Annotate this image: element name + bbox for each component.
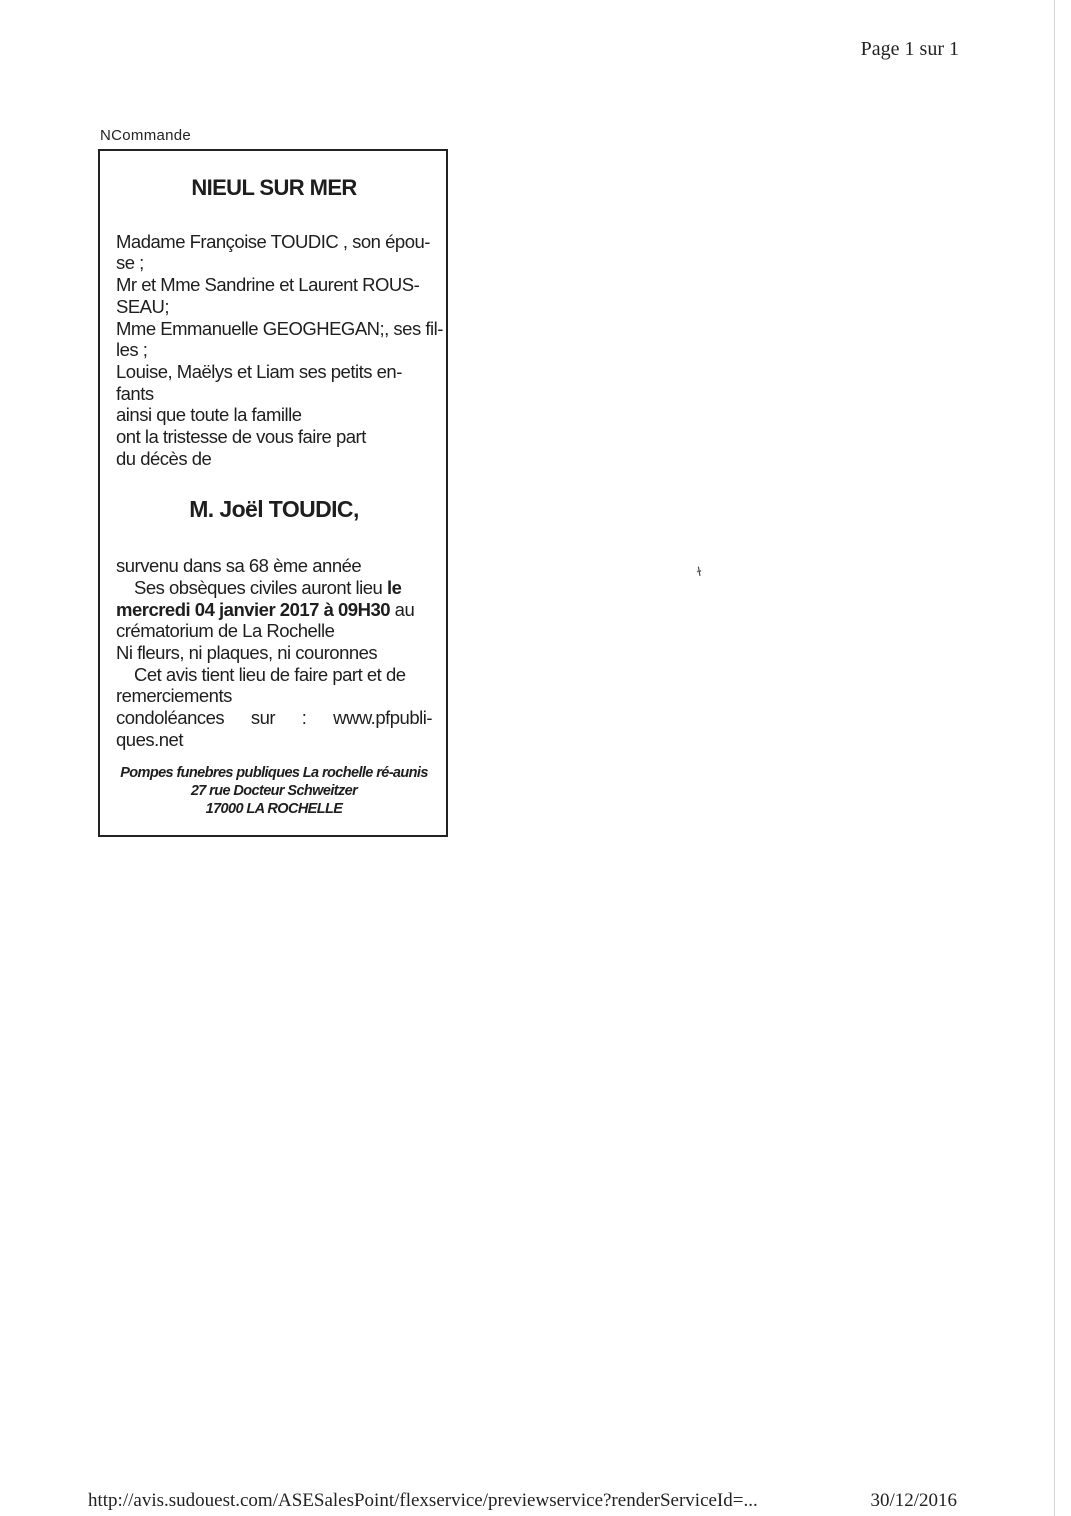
family-line: ainsi que toute la famille bbox=[116, 404, 302, 426]
family-line: ont la tristesse de vous faire part bbox=[116, 426, 366, 448]
source-url: http://avis.sudouest.com/ASESalesPoint/flexservice/previewservice?renderServiceId=... bbox=[88, 1490, 758, 1511]
condolences-url-end: ques.net bbox=[116, 728, 183, 750]
family-line: Mme Emmanuelle GEOGHEGAN;, ses fil- bbox=[116, 317, 443, 339]
town-heading: NIEUL SUR MER bbox=[191, 175, 357, 200]
scan-edge-line bbox=[1054, 0, 1055, 1516]
funeral-place: crématorium de La Rochelle bbox=[116, 620, 335, 642]
funeral-au: au bbox=[390, 598, 415, 620]
family-line: SEAU; bbox=[116, 295, 170, 317]
age-line: survenu dans sa 68 ème année bbox=[116, 555, 362, 577]
funeral-home-street: 27 rue Docteur Schweitzer bbox=[190, 783, 358, 800]
funeral-date: le mercredi 04 janvier 2017 à 09H30 bbox=[116, 576, 402, 620]
family-list bbox=[116, 230, 443, 470]
funeral-home-footer bbox=[116, 764, 432, 818]
funeral-intro: Ses obsèques civiles auront lieu bbox=[134, 576, 387, 598]
funeral-details bbox=[116, 577, 432, 620]
print-date: 30/12/2016 bbox=[870, 1490, 957, 1511]
family-line: Madame Françoise TOUDIC , son épou- bbox=[116, 230, 430, 252]
condolences-line: condoléances sur : www.pfpubli- bbox=[116, 707, 432, 729]
funeral-home-name: Pompes funebres publiques La rochelle ré-aunis bbox=[120, 765, 428, 782]
family-line: se ; bbox=[116, 252, 144, 274]
family-line: Mr et Mme Sandrine et Laurent ROUS- bbox=[116, 274, 420, 296]
family-line: Louise, Maëlys et Liam ses petits en- bbox=[116, 360, 402, 382]
no-flowers-line: Ni fleurs, ni plaques, ni couronnes bbox=[116, 641, 378, 663]
deceased-name: M. Joël TOUDIC, bbox=[189, 496, 359, 523]
order-label: NCommande bbox=[100, 127, 192, 144]
family-line: du décès de bbox=[116, 447, 212, 469]
page-number: Page 1 sur 1 bbox=[860, 38, 959, 60]
stray-pen-mark: ɫ bbox=[695, 563, 703, 580]
obituary-notice bbox=[98, 149, 448, 837]
family-line: fants bbox=[116, 382, 154, 404]
funeral-home-city: 17000 LA ROCHELLE bbox=[205, 801, 343, 818]
family-line: les ; bbox=[116, 339, 148, 361]
notice-info-line: Cet avis tient lieu de faire part et de remerciements bbox=[116, 663, 406, 707]
